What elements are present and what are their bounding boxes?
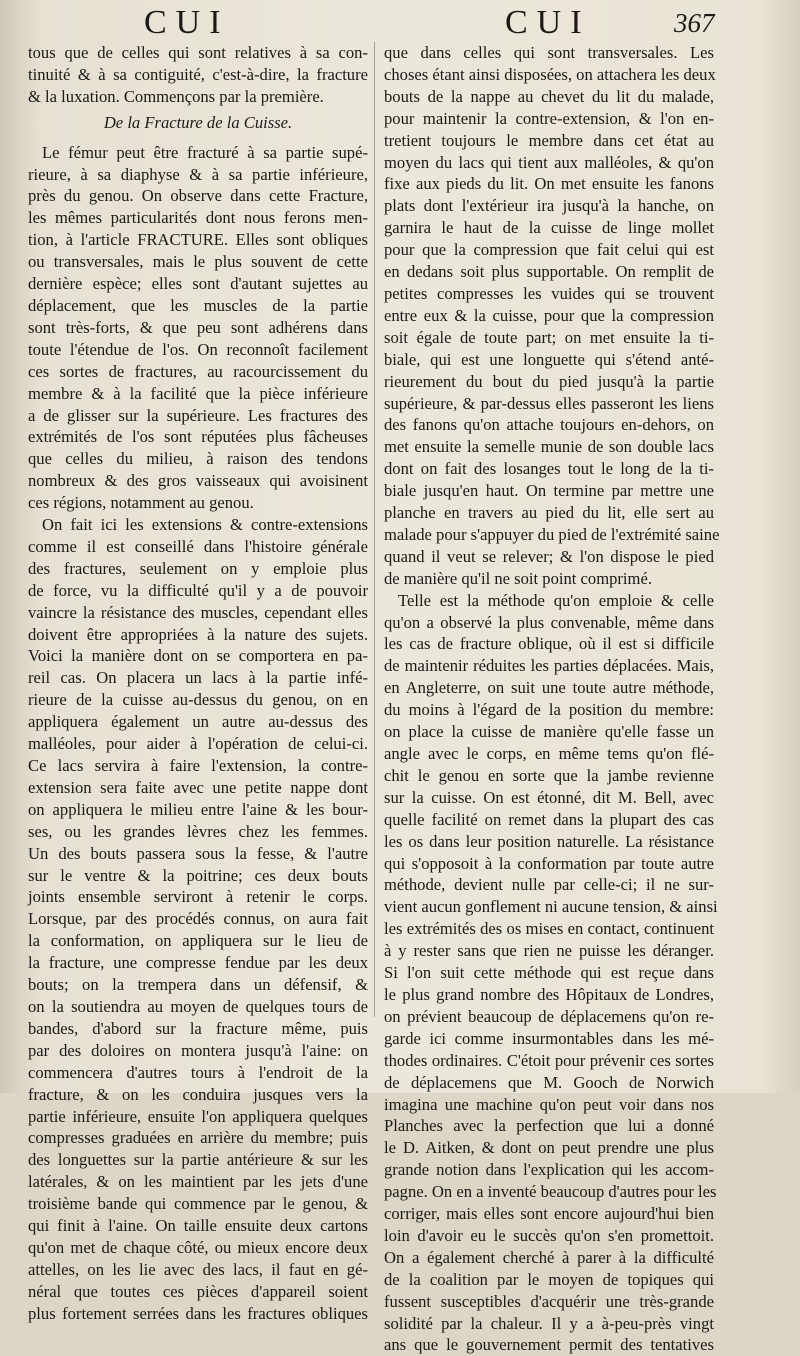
text-line: compresses graduées en arrière du membre; puis [28, 1128, 368, 1148]
text-line: pagne. On en a inventé beaucoup d'autres pour les [384, 1182, 717, 1202]
text-line: près du genou. On observe dans cette Fracture, [28, 186, 368, 206]
text-line: bouts de la nappe au chevet du lit du malade, [384, 86, 714, 106]
text-line: Planches avec la perfection que lui a donné [384, 1116, 714, 1136]
text-line: latérales, & on les maintient par les jets d'une [28, 1172, 368, 1192]
text-line: vient aucun gonflement ni aucune tension, & ainsi [384, 897, 718, 917]
text-line: bouts; on la trempera dans un défensif, & [28, 975, 368, 995]
text-line: On a également cherché à parer à la difficulté [384, 1247, 714, 1267]
text-line: sur la cuisse. On est étonné, dit M. Bell, avec [384, 787, 714, 807]
text-line: fracture, & on les conduira jusques vers la [28, 1084, 368, 1104]
text-line: tretient toujours le membre dans cet état au [384, 130, 714, 150]
text-line: rieurement du bout du pied jusqu'à la partie [384, 371, 714, 391]
left-column [28, 42, 368, 1323]
text-line: par des doloires on montera jusqu'à l'aine: on [28, 1040, 368, 1060]
text-line: le plus grand nombre des Hôpitaux de Londres, [384, 984, 714, 1004]
text-line: appliquera également un autre au-dessus des [28, 712, 368, 732]
text-line: néral que toutes ces pièces d'appareil soient [28, 1281, 368, 1301]
text-line: qu'on met de chaque côté, ou mieux encore deux [28, 1237, 368, 1257]
text-line: rieure, à sa diaphyse & à sa partie inférieure, [28, 164, 368, 184]
header-left-title: CUI [144, 4, 230, 41]
text-line: on place la cuisse de manière qu'elle fasse un [384, 722, 714, 742]
text-line: de manière qu'il ne soit point comprimé. [384, 568, 652, 588]
text-line: pour que la compression que fait celui qui est [384, 240, 714, 260]
text-line: garnira le haut de la cuisse de linge mollet [384, 218, 714, 238]
text-line: quand il veut se relever; & l'on dispose le pied [384, 546, 714, 566]
text-line: des fractures, seulement on y emploie plus [28, 558, 368, 578]
text-line: Voici la manière dont on se comportera en pa- [28, 646, 368, 666]
text-line: angle avec le corps, en même tems qu'on flé- [384, 744, 714, 763]
text-line: Ce lacs servira à faire l'extension, la contre- [28, 756, 368, 775]
text-line: reil cas. On placera un lacs à la partie infé- [28, 668, 368, 688]
text-line: que dans celles qui sont transversales. Les [384, 43, 714, 62]
text-line: méthode, devient nulle par celle-ci; il ne sur- [384, 875, 714, 895]
text-line: solidité par la chaleur. Il y a à-peu-près vingt [384, 1313, 714, 1333]
text-line: bandes, d'abord sur la fracture même, puis [28, 1018, 368, 1038]
text-line: toute l'étendue de l'os. On reconnoît facilement [28, 339, 368, 359]
text-line: attelles, on les lie avec des lacs, il faut en gé- [28, 1259, 368, 1279]
text-line: biale, qui est une longuette qui s'étend anté- [384, 349, 714, 369]
text-line: chit le genou en sorte que la jambe revienne [384, 765, 714, 785]
text-line: tous que de celles qui sont relatives à sa con- [28, 43, 368, 62]
text-line: loin d'avoir eu le succès qu'on s'en promettoit. [384, 1225, 714, 1245]
text-line: ses, ou les grandes lèvres chez les femmes. [28, 821, 368, 841]
text-line: entre eux & la cuisse, pour que la compression [384, 305, 714, 325]
text-line: joints ensemble serviront à retenir le corps. [28, 887, 368, 907]
text-line: pour maintenir la contre-extension, & l'on en- [384, 108, 714, 128]
text-line: Telle est la méthode qu'on emploie & celle [398, 590, 714, 610]
text-line: les os dans leur position naturelle. La résistance [384, 831, 714, 851]
text-line: la fracture, une compresse fendue par les deux [28, 953, 368, 973]
text-line: les mêmes particularités dont nous ferons men- [28, 208, 368, 228]
text-line: on appliquera le milieu entre l'aine & les bour- [28, 799, 368, 819]
text-line: Lorsque, par des procédés connus, on aura fait [28, 909, 368, 929]
text-line: tion, à l'article FRACTURE. Elles sont obliques [28, 230, 368, 250]
running-head [0, 4, 800, 44]
text-line: de déplacemens que M. Gooch de Norwich [384, 1072, 714, 1092]
text-line: rieure de la cuisse au-dessus du genou, on en [28, 690, 368, 710]
text-line: soit égale de toute part; on met ensuite la ti- [384, 327, 714, 347]
text-line: met ensuite la semelle munie de son double lacs [384, 437, 714, 457]
text-line: ou transversales, mais le plus souvent de cette [28, 252, 368, 272]
text-line: Un des bouts passera sous la fesse, & l'autre [28, 843, 368, 863]
text-line: partie inférieure, ensuite l'on appliquera quelques [28, 1106, 368, 1126]
text-line: dernière espèce; elles sont d'autant sujettes au [28, 274, 368, 294]
text-line: sur le ventre & la poitrine; ces deux bouts [28, 865, 368, 885]
text-line: sont très-forts, & que peu sont adhérens dans [28, 317, 368, 337]
text-line: on la soutiendra au moyen de quelques tours de [28, 996, 368, 1016]
text-line: extension sera faite avec une petite nappe dont [28, 777, 368, 797]
text-line: extrémités de l'os sont réputées plus fâcheuses [28, 427, 368, 447]
text-line: On fait ici les extensions & contre-extensions [42, 515, 368, 535]
text-line: ces sortes de fractures, au racourcissement du [28, 361, 368, 381]
text-line: la conformation, on appliquera sur le lieu de [28, 931, 368, 951]
text-line: nombreux & des gros vaisseaux qui avoisinent [28, 471, 368, 491]
text-line: supérieure, & par-dessus elles passeront les liens [384, 393, 714, 413]
text-line: planche en travers au pied du lit, elle sert au [384, 503, 714, 523]
text-line: on prévient beaucoup de déplacemens qu'on re- [384, 1006, 714, 1026]
text-line: biale jusqu'en haut. On termine par mettre une [384, 481, 714, 501]
text-line: qu'on a observé la plus convenable, même dans [384, 612, 714, 632]
text-line: plats dont l'extérieur ira jusqu'à la hanche, on [384, 196, 714, 216]
text-line: dont on fait des losanges tout le long de la ti- [384, 459, 714, 479]
text-line: a de glisser sur la supérieure. Les fractures des [28, 405, 368, 425]
text-line: ces régions, notamment au genou. [28, 493, 254, 513]
text-line: le D. Aitken, & dont on peut prendre une plus [384, 1138, 714, 1158]
text-line: petites compresses les vuides qui se trouvent [384, 283, 714, 303]
text-line: de maintenir réduites les parties déplacées. Mais, [384, 656, 714, 676]
text-line: grande notion dans l'explication qui les accom- [384, 1160, 714, 1180]
text-line: commencera d'autres tours à l'endroit de la [28, 1062, 368, 1082]
text-line: en Angleterre, on suit une toute autre méthode, [384, 678, 714, 698]
text-line: ans que le gouvernement permit des tentatives [384, 1335, 714, 1355]
text-line: Le fémur peut être fracturé à sa partie supé- [42, 142, 368, 162]
header-right-title: CUI [505, 4, 591, 41]
text-line: Si l'on suit cette méthode qui est reçue dans [384, 963, 714, 983]
text-line: du moins à l'égard de la position du membre: [384, 700, 714, 720]
text-line: de la coalition par le moyen de topiques qui [384, 1269, 714, 1289]
text-line: membre & à la facilité que la pièce inférieure [28, 383, 368, 403]
text-line: en dedans soit plus supportable. On remplit de [384, 262, 714, 282]
text-line: plus fortement serrées dans les fractures obliques [28, 1303, 368, 1323]
text-line: vaincre la résistance des muscles, cependant elles [28, 602, 368, 622]
text-line: à y rester sans que rien ne puisse les déranger. [384, 941, 714, 961]
text-line: choses étant ainsi disposées, on attachera les deux [384, 64, 716, 84]
text-line: & la luxation. Commençons par la première. [28, 86, 324, 106]
text-line: les cas de fracture oblique, où il est si difficile [384, 634, 714, 654]
text-line: imagina une machine qu'on peut voir dans nos [384, 1094, 714, 1114]
text-line: malade pour s'appuyer du pied de l'extrémité saine [384, 524, 720, 544]
text-line: déplacement, que les muscles de la partie [28, 295, 368, 315]
text-line: corriger, mais elles sont encore aujourd'hui bien [384, 1204, 714, 1224]
text-line: de force, vu la difficulté qu'il y a de pouvoir [28, 580, 368, 600]
text-line: garde ici comme insurmontables dans les mé- [384, 1028, 714, 1048]
text-line: comme il est conseillé dans l'histoire générale [28, 536, 368, 556]
text-line: troisième bande qui commence par le genou, & [28, 1194, 368, 1214]
text-line: fussent susceptibles d'acquérir une très-grande [384, 1291, 714, 1311]
section-heading: De la Fracture de la Cuisse. [103, 112, 293, 132]
text-line: des longuettes sur la partie antérieure & sur les [28, 1150, 368, 1170]
text-line: des fanons qu'on attache toujours en-dehors, on [384, 415, 714, 435]
page-number: 367 [674, 8, 715, 38]
text-line: malléoles, pour aider à l'opération de celui-ci. [28, 734, 368, 754]
text-line: tinuité & à sa contiguité, c'est-à-dire, la fracture [28, 64, 368, 84]
text-line: fixe aux pieds du lit. On met ensuite les fanons [384, 174, 714, 194]
text-line: qui finit à l'aine. On taille ensuite deux cartons [28, 1216, 368, 1236]
text-line: thodes ordinaires. C'étoit pour prévenir ces sortes [384, 1050, 714, 1070]
text-line: doivent être appropriées à la nature des sujets. [28, 624, 368, 644]
text-line: qui s'opposoit à la conformation par toute autre [384, 853, 714, 873]
column-rule [374, 42, 375, 1017]
right-column [384, 42, 720, 1355]
text-line: les extrémités des os mises en contact, continuent [384, 919, 714, 939]
text-line: que celles du milieu, à raison des tendons [28, 449, 368, 469]
text-line: quelle facilité on remet dans la plupart des cas [384, 809, 714, 829]
text-line: moyen du lacs qui tient aux malléoles, & qu'on [384, 152, 714, 172]
